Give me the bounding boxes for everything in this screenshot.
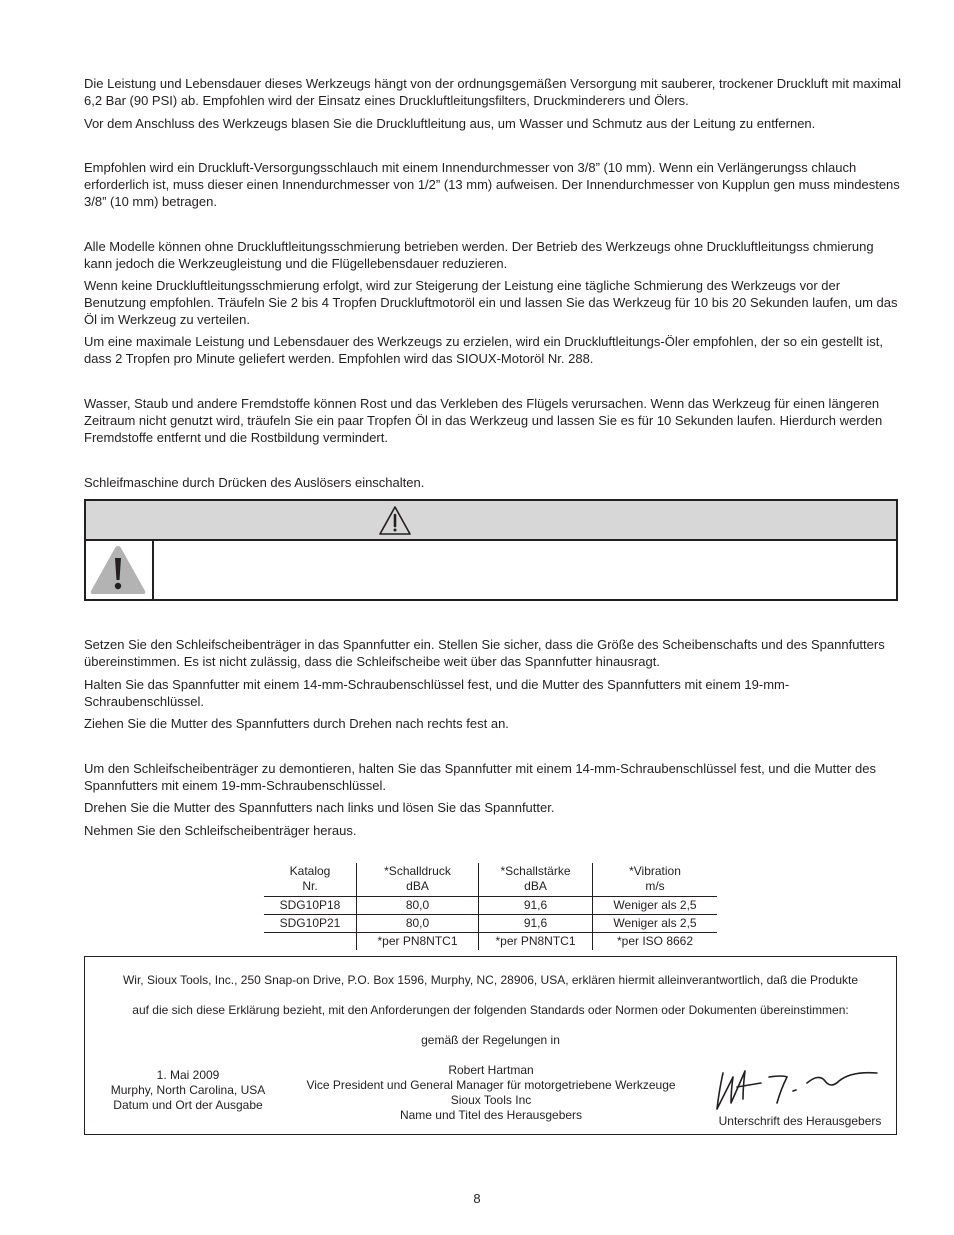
issuer-name: Robert Hartman [448,1063,534,1077]
issuer-label: Name und Titel des Herausgebers [399,1108,583,1122]
table-row [264,933,717,951]
rust-paragraph: Wasser, Staub und andere Fremdstoffe können Rost und das Verkleben des Flügels verursachen. Wenn das Werkzeug für einen längeren Zeitraum nicht genutzt wird, träufeln Sie ein paar Tropfen Öl in das Werkzeug und lassen Sie es für 10 Sekunden laufen. Hierdurch werden Fremdstoffe entfernt und die Rostbildung vermindert. [84,396,883,445]
declaration-line-3: gemäß der Regelungen in [421,1033,560,1047]
issuer-company: Sioux Tools Inc [450,1093,532,1107]
blow-out-paragraph: Vor dem Anschluss des Werkzeugs blasen Sie die Druckluftleitung aus, um Wasser und Schmutz aus der Leitung zu entfernen. [84,116,816,131]
loosen-paragraph: Drehen Sie die Mutter des Spannfutters nach links und lösen Sie das Spannfutter. [84,800,555,815]
signature-label: Unterschrift des Herausgebers [718,1114,882,1128]
warning-exclamation-icon [89,544,147,596]
table-cell: SDG10P18 [264,897,357,915]
remove-paragraph: Nehmen Sie den Schleifscheibenträger heraus. [84,823,357,838]
issue-date-block [93,1068,283,1113]
table-cell: Weniger als 2,5 [593,915,718,933]
oiler-paragraph: Um eine maximale Leistung und Lebensdauer des Werkzeugs zu erzielen, wird ein Druckluftleitungs-Öler empfohlen, der so ein gestellt ist, dass 2 Tropfen pro Minute geliefert werden. Empfohlen wird das SIOUX-Motoröl Nr. 288. [84,334,883,366]
table-cell: 91,6 [479,915,593,933]
header-vibration: *Vibration m/s [593,863,718,897]
operation-paragraph: Schleifmaschine durch Drücken des Auslösers einschalten. [84,475,425,490]
tighten-paragraph: Ziehen Sie die Mutter des Spannfutters durch Drehen nach rechts fest an. [84,716,509,731]
issue-place: Murphy, North Carolina, USA [110,1083,266,1097]
mount-paragraph: Setzen Sie den Schleifscheibenträger in das Spannfutter ein. Stellen Sie sicher, dass die Größe des Scheibenschafts und des Spannfutters übereinstimmen. Es ist nicht zulässig, dass die Schleifscheibe weit über das Spannfutter hinausragt. [84,637,885,669]
issue-label: Datum und Ort der Ausgabe [113,1098,263,1112]
hose-paragraph: Empfohlen wird ein Druckluft-Versorgungsschlauch mit einem Innendurchmesser von 3/8” (10 mm). Wenn ein Verlängerungss chlauch erforderlich ist, muss dieser einen Innendurchmesser von 1/2” (13 mm) aufweisen. Der Innendurchmesser von Kupplun gen muss mindestens 3/8” (10 mm) betragen. [84,160,900,209]
daily-lubrication-paragraph: Wenn keine Druckluftleitungsschmierung erfolgt, wird zur Steigerung der Leistung eine tägliche Schmierung des Werkzeugs vor der Benutzung empfohlen. Träufeln Sie 2 bis 4 Tropfen Druckluftmotoröl ein und lassen Sie das Werkzeug für 10 bis 20 Sekunden laufen, um das Öl im Werkzeug zu verteilen. [84,278,898,327]
table-cell: 91,6 [479,897,593,915]
table-row [264,915,717,933]
warning-icon-cell [86,541,154,599]
warning-box [84,499,898,601]
table-cell [264,933,357,951]
table-row [264,897,717,915]
declaration-box [84,956,897,1135]
table-cell: 80,0 [357,915,479,933]
signature-image [709,1063,879,1113]
table-cell: 80,0 [357,897,479,915]
header-sound-pressure: *Schalldruck dBA [357,863,479,897]
table-cell: *per PN8NTC1 [479,933,593,951]
declaration-line-1: Wir, Sioux Tools, Inc., 250 Snap-on Drive, P.O. Box 1596, Murphy, NC, 28906, USA, erklären hiermit alleinverantwortlich, daß die Produkte [122,973,859,987]
table-header-row [264,863,717,897]
header-sound-power: *Schallstärke dBA [479,863,593,897]
warning-outline-icon [378,505,412,537]
declaration-line-2: auf die sich diese Erklärung bezieht, mit den Anforderungen der folgenden Standards oder Normen oder Dokumenten übereinstimmen: [132,1003,849,1017]
issuer-title: Vice President und General Manager für motorgetriebene Werkzeuge [306,1078,676,1092]
header-catalog: Katalog Nr. [264,863,357,897]
lubrication-paragraph: Alle Modelle können ohne Druckluftleitungsschmierung betrieben werden. Der Betrieb des Werkzeugs ohne Druckluftleitungss chmierung kann jedoch die Werkzeugleistung und die Flügellebensdauer reduzieren. [84,239,874,271]
issuer-block [291,1063,691,1123]
table-cell: Weniger als 2,5 [593,897,718,915]
air-supply-paragraph: Die Leistung und Lebensdauer dieses Werkzeugs hängt von der ordnungsgemäßen Versorgung mit sauberer, trockener Druckluft mit maximal 6,2 Bar (90 PSI) ab. Empfohlen wird der Einsatz eines Druckluftleitungsfilters, Druckminderers und Ölers. [84,76,902,108]
dismount-paragraph: Um den Schleifscheibenträger zu demontieren, halten Sie das Spannfutter mit einem 14-mm-Schraubenschlüssel fest, und die Mutter des Spannfutters mit einem 19-mm-Schraubenschlüssel. [84,761,876,793]
table-cell: SDG10P21 [264,915,357,933]
hold-paragraph: Halten Sie das Spannfutter mit einem 14-mm-Schraubenschlüssel fest, und die Mutter des Spannfutters mit einem 19-mm-Schraubenschlüssel. [84,677,790,709]
table-cell: *per PN8NTC1 [357,933,479,951]
page-number: 8 [473,1191,481,1206]
issue-date: 1. Mai 2009 [156,1068,220,1082]
warning-header [86,501,896,541]
spec-table [264,863,717,950]
table-cell: *per ISO 8662 [593,933,718,951]
